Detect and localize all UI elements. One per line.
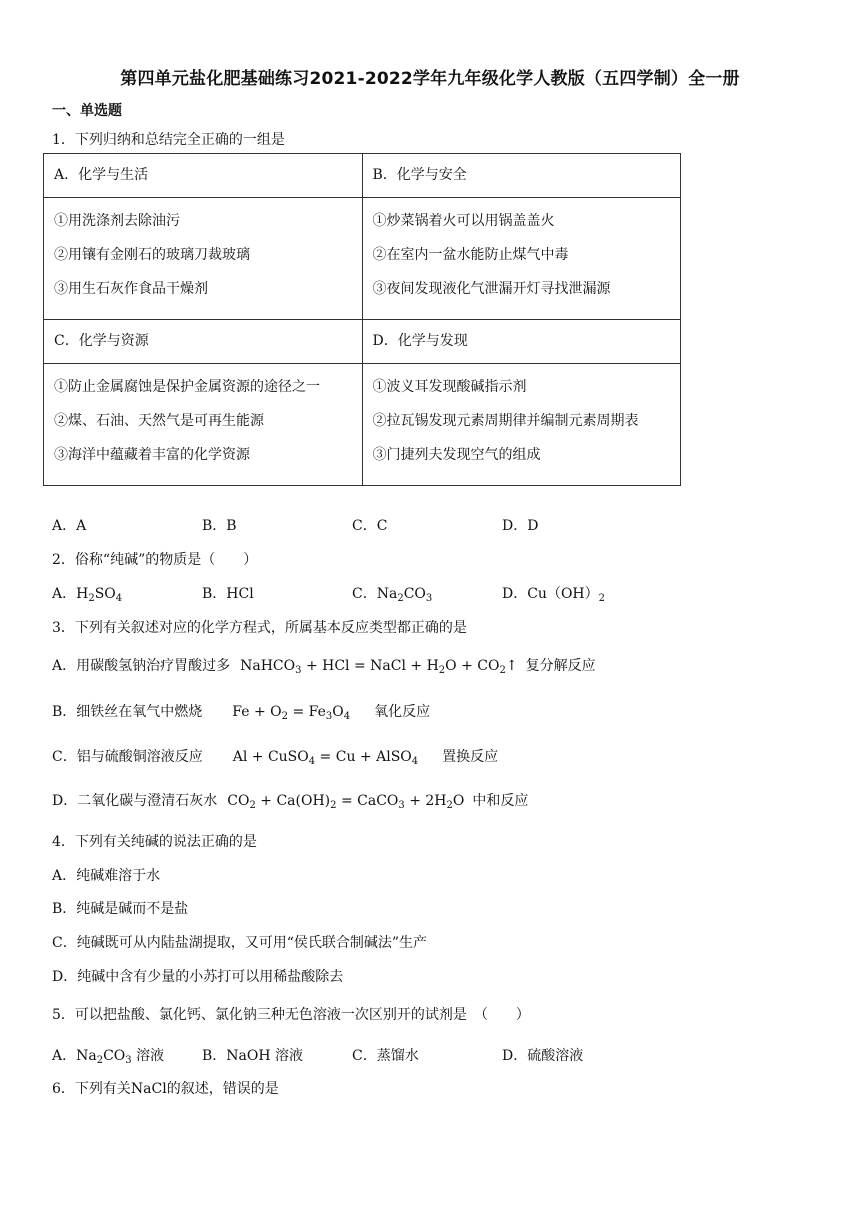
choice-a[interactable]: A．$H_2SO_4$ [52,586,123,604]
table-item: ③海洋中蕴藏着丰富的化学资源 [54,447,250,463]
table-item: ①波义耳发现酸碱指示剂 [372,379,527,395]
equation: $CO_2 + Ca(OH)_2$ = CaCO$_3$ + $2H_2O$ [227,793,465,811]
question-4-option-a[interactable]: A．纯碱难溶于水 [52,868,161,884]
table-head-b: B．化学与安全 [362,154,681,198]
equation: $Fe + O_2 = Fe_3O_4$ [232,704,351,722]
table-cell-b [362,198,681,320]
question-3-option-d[interactable]: D．二氧化碳与澄清石灰水 $CO_2 + Ca(OH)_2$ = CaCO$_3$ + $2H_2O$ 中和反应 [52,793,529,811]
page-title: 第四单元盐化肥基础练习2021-2022学年九年级化学人教版（五四学制）全一册 [120,69,740,89]
question-1-table [43,153,681,486]
table-item: ③用生石灰作食品干燥剂 [54,281,208,297]
question-2-stem: 2．俗称“纯碱”的物质是（ ） [52,552,258,568]
equation: Al + CuSO$_4$ = Cu + AlSO$_4$ [232,749,419,767]
question-5-stem: 5．可以把盐酸、氯化钙、氯化钠三种无色溶液一次区别开的试剂是 （ ） [52,1007,530,1023]
table-item: ①用洗涤剂去除油污 [54,213,180,229]
table-head-d: D．化学与发现 [362,320,681,364]
table-head-a: A．化学与生活 [44,154,363,198]
question-3-option-a[interactable]: A．用碳酸氢钠治疗胃酸过多 NaHCO$_3$ + HCl = NaCl + $H_2O$ + $CO_2↑$ 复分解反应 [52,658,596,676]
table-item: ②拉瓦锡发现元素周期律并编制元素周期表 [372,413,639,429]
table-head-c: C．化学与资源 [44,320,363,364]
table-cell-d [362,364,681,486]
choice-b[interactable]: B．B [202,518,237,534]
table-item: ①炒菜锅着火可以用锅盖盖火 [372,213,555,229]
table-item: ②在室内一盆水能防止煤气中毒 [372,247,569,263]
table-cell-c [44,364,363,486]
question-6-stem: 6．下列有关NaCl的叙述，错误的是 [52,1081,279,1097]
choice-d[interactable]: D．$Cu(OH)_2$ [502,586,606,604]
table-cell-a [44,198,363,320]
question-4-stem: 4．下列有关纯碱的说法正确的是 [52,834,257,850]
question-3-option-b[interactable]: B．细铁丝在氧气中燃烧 $Fe + O_2 = Fe_3O_4$ 氧化反应 [52,704,431,722]
choice-a[interactable]: A．$Na_2CO_3$ 溶液 [52,1048,165,1066]
table-item: ②煤、石油、天然气是可再生能源 [54,413,264,429]
question-4-option-c[interactable]: C．纯碱既可从内陆盐湖提取，又可用“侯氏联合制碱法”生产 [52,935,428,951]
choice-b[interactable]: B．NaOH 溶液 [202,1048,304,1064]
table-item: ①防止金属腐蚀是保护金属资源的途径之一 [54,379,320,395]
table-item: ③夜间发现液化气泄漏开灯寻找泄漏源 [372,281,611,297]
table-item: ③门捷列夫发现空气的组成 [372,447,541,463]
choice-d[interactable]: D．D [502,518,539,534]
table-item: ②用镶有金刚石的玻璃刀裁玻璃 [54,247,250,263]
choice-c[interactable]: C．$Na_2CO_3$ [352,586,433,604]
equation: NaHCO$_3$ + HCl = NaCl + $H_2O$ + $CO_2↑$ [240,658,518,676]
choice-c[interactable]: C．C [352,518,388,534]
choice-b[interactable]: B．HCl [202,586,254,602]
section-heading: 一、单选题 [52,103,122,119]
choice-d[interactable]: D．硫酸溶液 [502,1048,584,1064]
choice-c[interactable]: C．蒸馏水 [352,1048,419,1064]
question-4-option-b[interactable]: B．纯碱是碱而不是盐 [52,901,189,917]
question-1-stem: 1．下列归纳和总结完全正确的一组是 [52,132,285,148]
question-1-choices [52,515,538,535]
question-4-option-d[interactable]: D．纯碱中含有少量的小苏打可以用稀盐酸除去 [52,969,344,985]
question-3-stem: 3．下列有关叙述对应的化学方程式，所属基本反应类型都正确的是 [52,620,467,636]
choice-a[interactable]: A．A [52,518,87,534]
question-5-choices [52,1045,583,1066]
question-3-option-c[interactable]: C．铝与硫酸铜溶液反应 Al + CuSO$_4$ = Cu + AlSO$_4$ 置换反应 [52,749,499,767]
question-2-choices [52,583,605,604]
